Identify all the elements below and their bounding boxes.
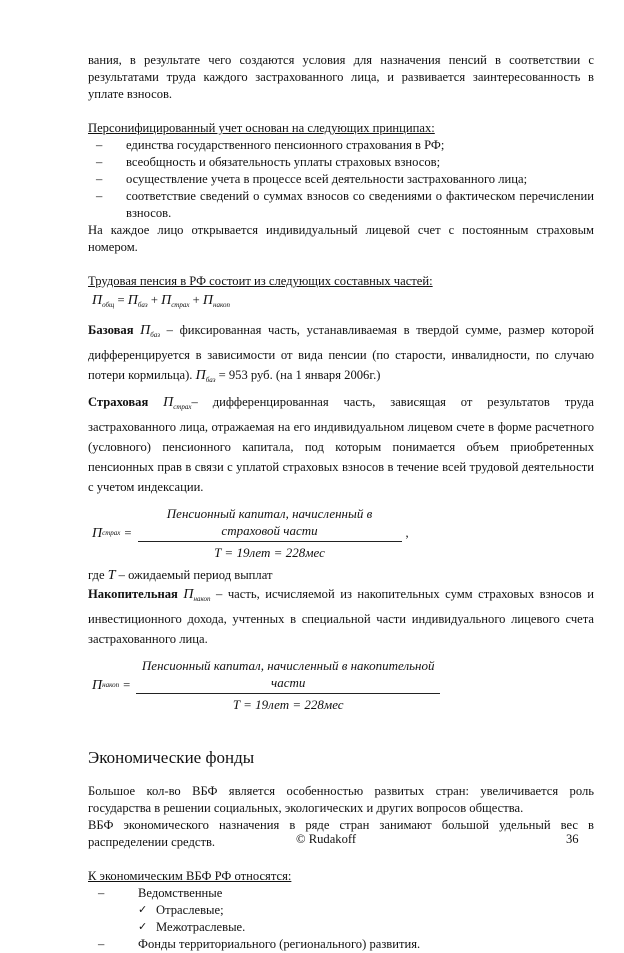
principles-list	[88, 137, 594, 222]
check-icon: ✓	[138, 904, 148, 916]
list-item: – единства государственного пенсионного страхования в РФ;	[96, 138, 445, 152]
list-item: – Фонды территориального (регионального) развития.	[98, 937, 421, 951]
dash-bullet: –	[98, 886, 105, 900]
dash-bullet: –	[96, 155, 103, 169]
base-pension-paragraph: Базовая $П_{баз}$ – фиксированная часть, устанавливаемая в твердой сумме, размер которой дифференцируется в зависимости от вида пенсии (по старости, инвалидности, по случаю потери кормильца). $П_{баз} = 953$ руб. (на 1 января 2006г.)	[88, 323, 594, 384]
list-item: ✓ Отраслевые;	[138, 903, 224, 917]
check-icon: ✓	[138, 921, 148, 933]
list-item: ✓ Межотраслевые.	[138, 920, 246, 934]
fraction: $\frac{\text{Пенсионный капитал, начисленный в страховой части}}{\text{T = 19лет = 228мес}}$	[138, 505, 402, 561]
principles-heading: Персонифицированный учет основан на следующих принципах:	[88, 121, 435, 135]
funds-paragraph-1: Большое кол-во ВБФ является особенностью развитых стран: увеличивается роль государства в решении социальных, экологических и других вопросов общества.	[88, 784, 594, 815]
insurance-pension-paragraph: Страховая $П_{страх}-$ дифференцированная часть, зависящая от результатов труда застрахованного лица, отражаемая на его индивидуальном лицевом счете в форме расчетного (условного) пенсионного капитала, под которым понимается объем приобретенных пенсионных прав в связи с уплатой страховых взносов в течение всей трудовой деятельности с учетом индексации.	[88, 395, 594, 494]
cumulative-pension-title: Накопительная	[88, 587, 178, 601]
section-heading: Экономические фонды	[88, 748, 255, 767]
copyright: © Rudakoff	[296, 832, 357, 846]
list-item: – всеобщность и обязательность уплаты страховых взносов;	[96, 155, 441, 169]
document-page	[88, 52, 594, 953]
funds-paragraph-2: ВБФ экономического назначения в ряде стран занимают большой удельный вес в распределении средств.	[88, 818, 594, 849]
insurance-pension-title: Страховая	[88, 395, 149, 409]
cumulative-pension-paragraph: Накопительная $П_{накоп}$ – часть, исчисляемой из накопительных сумм страховых взносов и инвестиционного дохода, учтенных в специальной части индивидуального лицевого счета застрахованного лица.	[88, 587, 594, 646]
insurance-formula: П страх = $\frac{\text{Пенсионный капитал, начисленный в страховой части}}{\text{T = 19лет = 228мес}}$ ,	[92, 506, 409, 560]
funds-list	[88, 885, 594, 953]
account-paragraph: На каждое лицо открывается индивидуальный лицевой счет с постоянным страховым номером.	[88, 223, 594, 254]
cumulative-formula: П накоп = $\frac{\text{Пенсионный капитал, начисленный в накопительной части}}{\text{T = 19лет = 228мес}}$	[92, 657, 594, 713]
list-item: – Ведомственные	[98, 886, 223, 900]
page-number: 36	[566, 832, 579, 846]
funds-list-heading: К экономическим ВБФ РФ относятся:	[88, 869, 292, 883]
dash-bullet: –	[96, 172, 103, 186]
dash-bullet: –	[96, 189, 103, 203]
pension-heading: Трудовая пенсия в РФ состоит из следующих составных частей:	[88, 274, 433, 288]
dash-bullet: –	[96, 138, 103, 152]
list-item: – осуществление учета в процессе всей деятельности застрахованного лица;	[96, 172, 528, 186]
where-T-line: где T – ожидаемый период выплат	[88, 568, 273, 583]
fraction: $\frac{\text{Пенсионный капитал, начисленный в накопительной части}}{\text{T = 19лет = 228мес}}$	[136, 657, 440, 713]
dash-bullet: –	[98, 937, 105, 951]
list-item: – соответствие сведений о суммах взносов со сведениями о фактическом перечислении взносов.	[96, 189, 594, 220]
pension-formula: $П_{общ} = П_{баз} + П_{страх} + П_{накоп}$	[92, 293, 231, 309]
base-pension-title: Базовая	[88, 323, 134, 337]
intro-paragraph: вания, в результате чего создаются условия для назначения пенсий в соответствии с результатами труда каждого застрахованного лица, и развивается заинтересованность в уплате взносов.	[88, 53, 594, 101]
